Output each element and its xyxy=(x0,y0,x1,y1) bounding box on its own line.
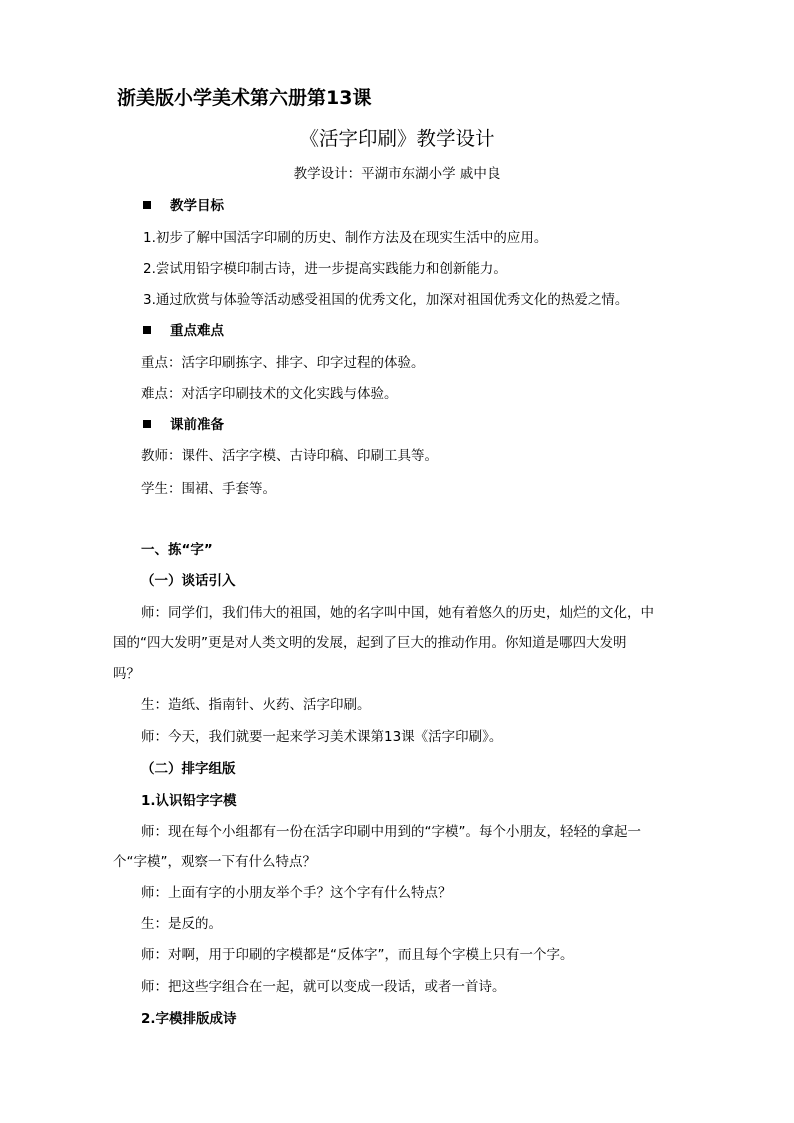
section-key-points xyxy=(143,321,224,341)
step-heading: 1.认识铅字字模 xyxy=(141,793,237,809)
goal-item: 2.尝试用铅字模印制古诗，进一步提高实践能力和创新能力。 xyxy=(143,261,507,277)
paragraph-line: 师：同学们，我们伟大的祖国，她的名字叫中国，她有着悠久的历史，灿烂的文化，中 xyxy=(141,605,654,621)
paragraph: 师：对啊，用于印刷的字模都是“反体字”，而且每个字模上只有一个字。 xyxy=(141,947,574,963)
section-heading: 教学目标 xyxy=(170,198,224,214)
paragraph-line: 国的“四大发明”更是对人类文明的发展，起到了巨大的推动作用。你知道是哪四大发明 xyxy=(113,635,627,651)
paragraph-line: 个“字模”，观察一下有什么特点？ xyxy=(113,854,316,870)
square-bullet-icon xyxy=(143,420,151,428)
subsection-heading: （二）排字组版 xyxy=(141,761,236,777)
paragraph: 师：今天，我们就要一起来学习美术课第13课《活字印刷》。 xyxy=(141,729,503,745)
author-line: 教学设计：平湖市东湖小学 戚中良 xyxy=(293,166,501,182)
course-label: 浙美版小学美术第六册第13课 xyxy=(117,87,372,109)
paragraph: 师：上面有字的小朋友举个手？这个字有什么特点？ xyxy=(141,885,452,901)
teacher-prep: 教师：课件、活字字模、古诗印稿、印刷工具等。 xyxy=(141,448,438,464)
subsection-heading: （一）谈话引入 xyxy=(141,573,236,589)
page-title: 《活字印刷》教学设计 xyxy=(299,127,495,150)
section-goals xyxy=(143,196,224,216)
section-heading: 重点难点 xyxy=(170,323,224,339)
paragraph: 生：是反的。 xyxy=(141,916,222,932)
step-heading: 2.字模排版成诗 xyxy=(141,1011,237,1027)
goal-item: 3.通过欣赏与体验等活动感受祖国的优秀文化，加深对祖国优秀文化的热爱之情。 xyxy=(143,292,629,308)
focus-line: 重点：活字印刷拣字、排字、印字过程的体验。 xyxy=(141,355,425,371)
paragraph-line: 吗？ xyxy=(113,666,140,682)
paragraph: 生：造纸、指南针、火药、活字印刷。 xyxy=(141,697,371,713)
part-heading: 一、拣“字” xyxy=(141,542,213,558)
paragraph-line: 师：现在每个小组都有一份在活字印刷中用到的“字模”。每个小朋友，轻轻的拿起一 xyxy=(141,824,641,840)
square-bullet-icon xyxy=(143,326,151,334)
section-heading: 课前准备 xyxy=(170,417,224,433)
paragraph: 师：把这些字组合在一起，就可以变成一段话，或者一首诗。 xyxy=(141,979,506,995)
student-prep: 学生：围裙、手套等。 xyxy=(141,481,276,497)
section-prep xyxy=(143,415,224,435)
difficulty-line: 难点：对活字印刷技术的文化实践与体验。 xyxy=(141,386,398,402)
goal-item: 1.初步了解中国活字印刷的历史、制作方法及在现实生活中的应用。 xyxy=(143,230,548,246)
square-bullet-icon xyxy=(143,201,151,209)
